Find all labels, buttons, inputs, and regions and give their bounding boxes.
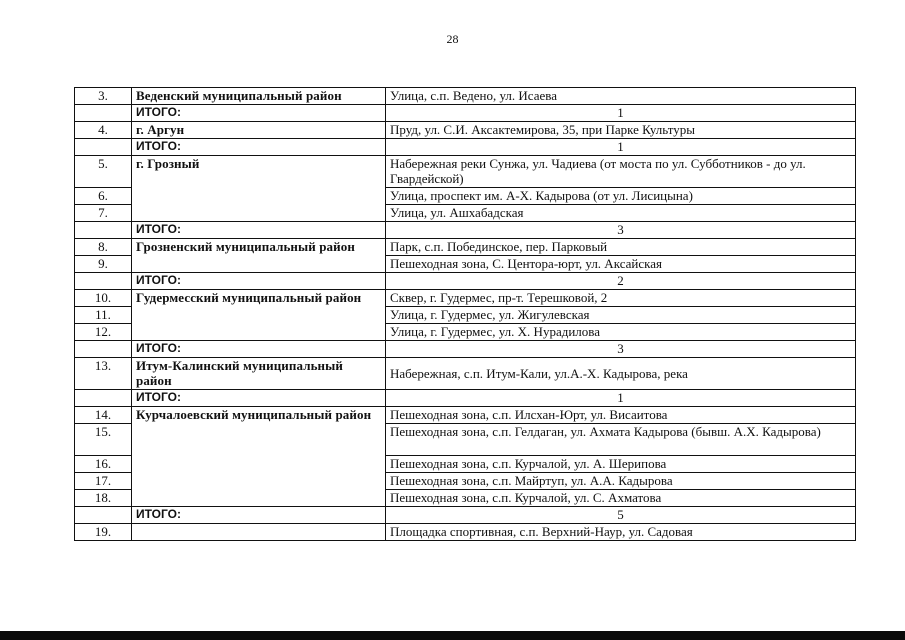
total-label: ИТОГО: bbox=[132, 139, 386, 156]
total-row bbox=[75, 390, 856, 407]
total-row bbox=[75, 139, 856, 156]
row-number: 19. bbox=[75, 524, 132, 541]
row-number: 15. bbox=[75, 424, 132, 456]
total-row bbox=[75, 222, 856, 239]
row-number: 17. bbox=[75, 473, 132, 490]
total-value: 1 bbox=[386, 139, 856, 156]
district-cell: Веденский муниципальный район bbox=[132, 88, 386, 105]
total-label: ИТОГО: bbox=[132, 390, 386, 407]
empty-cell bbox=[75, 139, 132, 156]
row-number: 11. bbox=[75, 307, 132, 324]
empty-cell bbox=[75, 507, 132, 524]
object-cell: Пешеходная зона, с.п. Гелдаган, ул. Ахмата Кадырова (бывш. А.Х. Кадырова) bbox=[386, 424, 856, 456]
object-cell: Улица, г. Гудермес, ул. Х. Нурадилова bbox=[386, 324, 856, 341]
object-cell: Улица, с.п. Ведено, ул. Исаева bbox=[386, 88, 856, 105]
total-row bbox=[75, 341, 856, 358]
table-row bbox=[75, 239, 856, 256]
row-number: 6. bbox=[75, 188, 132, 205]
object-cell: Парк, с.п. Побединское, пер. Парковый bbox=[386, 239, 856, 256]
table-row bbox=[75, 156, 856, 188]
empty-cell bbox=[75, 390, 132, 407]
row-number: 3. bbox=[75, 88, 132, 105]
district-cell: Гудермесский муниципальный район bbox=[132, 290, 386, 341]
table-row bbox=[75, 122, 856, 139]
total-label: ИТОГО: bbox=[132, 105, 386, 122]
scan-edge-bar bbox=[0, 631, 905, 640]
row-number: 9. bbox=[75, 256, 132, 273]
table-row bbox=[75, 524, 856, 541]
row-number: 8. bbox=[75, 239, 132, 256]
object-cell: Пешеходная зона, с.п. Курчалой, ул. А. Шерипова bbox=[386, 456, 856, 473]
object-cell: Улица, ул. Ашхабадская bbox=[386, 205, 856, 222]
district-cell: Итум-Калинский муниципальный район bbox=[132, 358, 386, 390]
district-cell: Грозненский муниципальный район bbox=[132, 239, 386, 273]
empty-cell bbox=[75, 273, 132, 290]
total-value: 5 bbox=[386, 507, 856, 524]
table-row bbox=[75, 290, 856, 307]
total-label: ИТОГО: bbox=[132, 222, 386, 239]
table-row bbox=[75, 88, 856, 105]
empty-cell bbox=[75, 341, 132, 358]
district-cell bbox=[132, 524, 386, 541]
object-cell: Пешеходная зона, с.п. Майртуп, ул. А.А. Кадырова bbox=[386, 473, 856, 490]
table-row bbox=[75, 407, 856, 424]
district-cell: г. Аргун bbox=[132, 122, 386, 139]
object-cell: Улица, проспект им. А-Х. Кадырова (от ул. Лисицына) bbox=[386, 188, 856, 205]
row-number: 14. bbox=[75, 407, 132, 424]
object-cell: Пешеходная зона, с.п. Илсхан-Юрт, ул. Висаитова bbox=[386, 407, 856, 424]
object-cell: Сквер, г. Гудермес, пр-т. Терешковой, 2 bbox=[386, 290, 856, 307]
object-cell: Пешеходная зона, С. Центора-юрт, ул. Аксайская bbox=[386, 256, 856, 273]
empty-cell bbox=[75, 105, 132, 122]
total-label: ИТОГО: bbox=[132, 273, 386, 290]
total-row bbox=[75, 273, 856, 290]
objects-table bbox=[74, 87, 856, 541]
row-number: 13. bbox=[75, 358, 132, 390]
empty-cell bbox=[75, 222, 132, 239]
total-value: 2 bbox=[386, 273, 856, 290]
total-row bbox=[75, 507, 856, 524]
total-label: ИТОГО: bbox=[132, 341, 386, 358]
total-label: ИТОГО: bbox=[132, 507, 386, 524]
row-number: 4. bbox=[75, 122, 132, 139]
table-row bbox=[75, 358, 856, 390]
total-value: 3 bbox=[386, 341, 856, 358]
object-cell: Улица, г. Гудермес, ул. Жигулевская bbox=[386, 307, 856, 324]
total-row bbox=[75, 105, 856, 122]
row-number: 5. bbox=[75, 156, 132, 188]
object-cell: Пруд, ул. С.И. Аксактемирова, 35, при Парке Культуры bbox=[386, 122, 856, 139]
object-cell: Набережная реки Сунжа, ул. Чадиева (от моста по ул. Субботников - до ул. Гвардейской) bbox=[386, 156, 856, 188]
total-value: 1 bbox=[386, 105, 856, 122]
district-cell: Курчалоевский муниципальный район bbox=[132, 407, 386, 507]
row-number: 16. bbox=[75, 456, 132, 473]
object-cell: Площадка спортивная, с.п. Верхний-Наур, ул. Садовая bbox=[386, 524, 856, 541]
object-cell: Набережная, с.п. Итум-Кали, ул.А.-Х. Кадырова, река bbox=[386, 358, 856, 390]
total-value: 1 bbox=[386, 390, 856, 407]
total-value: 3 bbox=[386, 222, 856, 239]
row-number: 7. bbox=[75, 205, 132, 222]
row-number: 18. bbox=[75, 490, 132, 507]
district-cell: г. Грозный bbox=[132, 156, 386, 222]
row-number: 12. bbox=[75, 324, 132, 341]
object-cell: Пешеходная зона, с.п. Курчалой, ул. С. Ахматова bbox=[386, 490, 856, 507]
row-number: 10. bbox=[75, 290, 132, 307]
page-number: 28 bbox=[446, 32, 459, 46]
